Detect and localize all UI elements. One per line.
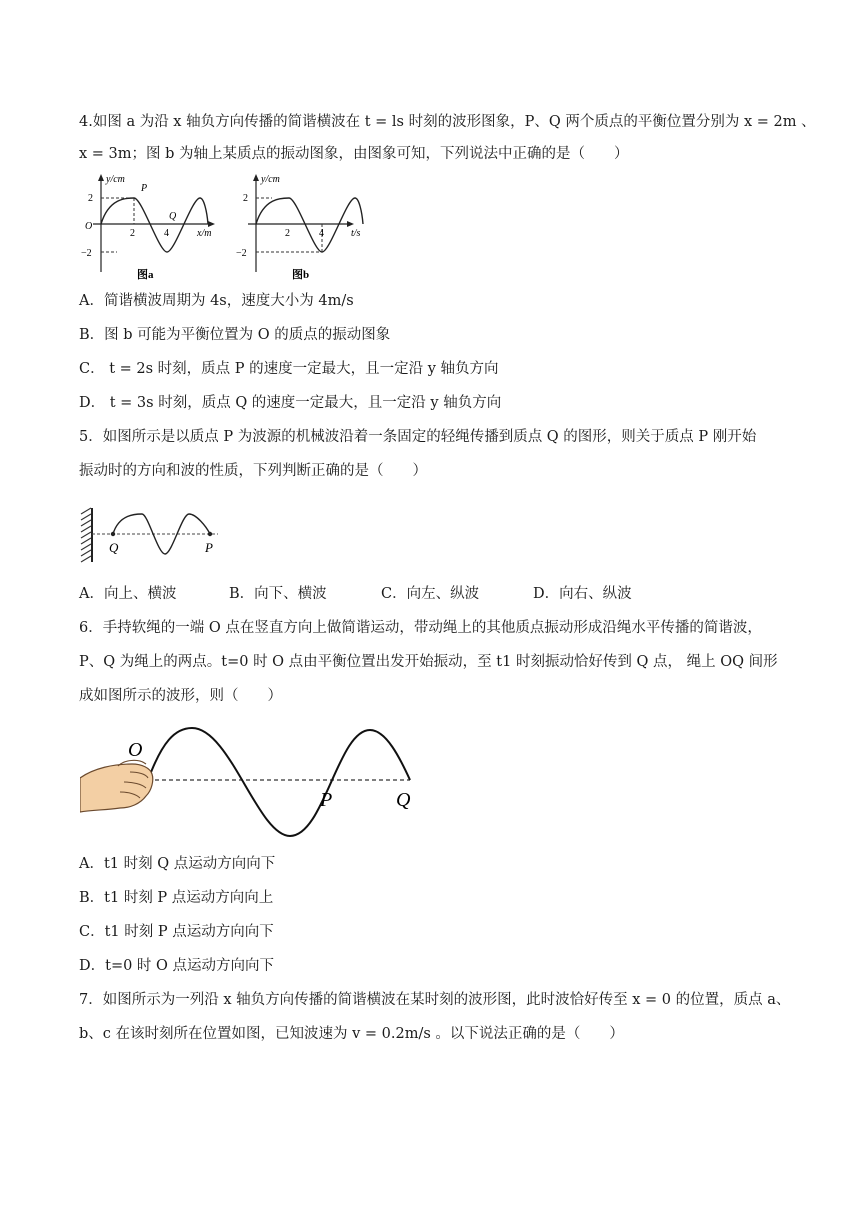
- q6-option-c: C．t1 时刻 P 点运动方向向下: [79, 924, 274, 940]
- q4a-tick-y-neg: −2: [81, 248, 92, 259]
- q4-stem-line2: x = 3m；图 b 为轴上某质点的振动图象，由图象可知，下列说法中正确的是（ ）: [79, 146, 629, 162]
- q5-point-p: P: [205, 540, 213, 555]
- q5-stem-line1: 5．如图所示是以质点 P 为波源的机械波沿着一条固定的轻绳传播到质点 Q 的图形，则关于质点 P 刚开始: [79, 429, 757, 445]
- q4b-tick-y-pos: 2: [243, 193, 248, 204]
- q5-option-b: B．向下、横波: [229, 586, 327, 602]
- q5-option-a: A．向上、横波: [79, 586, 177, 602]
- q4a-caption: 图a: [137, 269, 154, 281]
- q4-figure-b: [234, 172, 384, 284]
- q4-option-d: D． t = 3s 时刻，质点 Q 的速度一定最大，且一定沿 y 轴负方向: [79, 395, 502, 411]
- q6-stem-line3: 成如图所示的波形，则（ ）: [79, 688, 282, 704]
- q4a-point-q: Q: [169, 211, 177, 222]
- q6-point-o: O: [128, 739, 143, 761]
- q4a-wave-curve: [101, 198, 208, 252]
- q6-option-b: B．t1 时刻 P 点运动方向向上: [79, 890, 274, 906]
- q6-stem-line2: P、Q 为绳上的两点。t=0 时 O 点由平衡位置出发开始振动，至 t1 时刻振动恰好传到 Q 点， 绳上 OQ 间形: [79, 654, 778, 670]
- q4-option-c: C． t = 2s 时刻，质点 P 的速度一定最大，且一定沿 y 轴负方向: [79, 361, 499, 377]
- q6-option-d: D．t=0 时 O 点运动方向向下: [79, 958, 275, 974]
- q4a-origin: O: [85, 221, 93, 232]
- q4-option-a: A．简谐横波周期为 4s，速度大小为 4m/s: [79, 293, 354, 309]
- q4b-tick-y-neg: −2: [236, 248, 247, 259]
- q7-stem-line1: 7．如图所示为一列沿 x 轴负方向传播的简谐横波在某时刻的波形图，此时波恰好传至 x = 0 的位置，质点 a、: [79, 992, 791, 1008]
- q4-option-b: B．图 b 可能为平衡位置为 O 的质点的振动图象: [79, 327, 391, 343]
- q4a-x-label: x/m: [197, 228, 212, 239]
- q5-options: [79, 584, 632, 604]
- hand-icon: [80, 760, 153, 812]
- q4b-y-label: y/cm: [261, 174, 280, 185]
- q4-figure-a: [79, 172, 229, 284]
- q5-point-q: Q: [109, 540, 119, 555]
- q4b-tick-x-4: 4: [319, 228, 324, 239]
- q4-stem-line1: 4.如图 a 为沿 x 轴负方向传播的简谐横波在 t = ls 时刻的波形图象，P、Q 两个质点的平衡位置分别为 x = 2m 、: [79, 114, 816, 130]
- q6-stem-line1: 6．手持软绳的一端 O 点在竖直方向上做简谐运动，带动绳上的其他质点振动形成沿绳水平传播的简谐波，: [79, 620, 762, 636]
- q5-figure: [78, 506, 228, 564]
- q4a-tick-x-2: 2: [130, 228, 135, 239]
- q4b-vibration-curve: [256, 198, 363, 252]
- q7-stem-line2: b、c 在该时刻所在位置如图，已知波速为 v = 0.2m/s 。以下说法正确的是（ ）: [79, 1026, 624, 1042]
- q6-rope-wave: [148, 728, 410, 836]
- q5-point-p-dot: [208, 532, 212, 536]
- q5-stem-line2: 振动时的方向和波的性质，下列判断正确的是（ ）: [79, 463, 427, 479]
- q5-option-d: D．向右、纵波: [533, 586, 632, 602]
- q6-point-p: P: [320, 789, 333, 811]
- q5-point-q-dot: [111, 532, 115, 536]
- q4b-caption: 图b: [292, 269, 310, 281]
- q4b-tick-x-2: 2: [285, 228, 290, 239]
- q6-option-a: A．t1 时刻 Q 点运动方向向下: [79, 856, 276, 872]
- q5-option-c: C．向左、纵波: [381, 586, 480, 602]
- q4a-tick-y-pos: 2: [88, 193, 93, 204]
- q4a-tick-x-4: 4: [164, 228, 169, 239]
- q6-figure: [80, 718, 420, 840]
- q6-point-q: Q: [396, 789, 411, 811]
- q4b-x-label: t/s: [351, 228, 361, 239]
- q4a-y-label: y/cm: [106, 174, 125, 185]
- q4a-point-p: P: [141, 183, 148, 194]
